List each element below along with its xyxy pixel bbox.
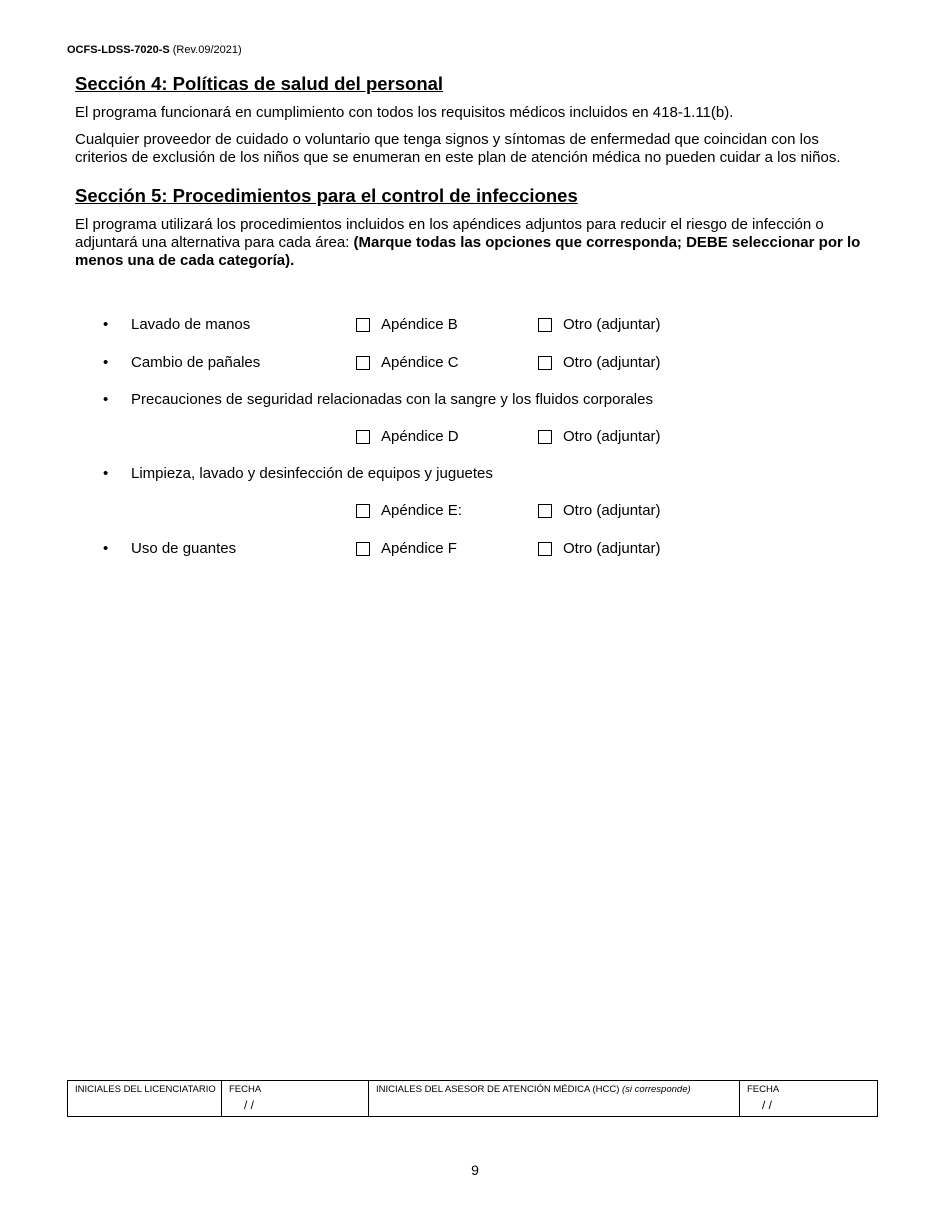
date2-cell[interactable] [740,1081,877,1116]
item-label-gloves: Uso de guantes [131,540,237,557]
appendix-b-checkbox[interactable] [356,318,370,332]
other-gloves-checkbox[interactable] [538,542,552,556]
section4-title: Sección 4: Políticas de salud del personal [75,73,444,94]
appendix-e-label: Apéndice E: [381,502,462,519]
appendix-d-checkbox[interactable] [356,430,370,444]
licensee-initials-label: INICIALES DEL LICENCIATARIO [75,1084,216,1095]
date2-slashes: / / [762,1098,773,1112]
option-appendix-e[interactable] [356,502,462,519]
date1-slashes: / / [244,1098,255,1112]
section5-intro-instruction: (Marque todas las opciones que corresponda; DEBE seleccionar por lo menos una de cada categoría). [75,234,861,269]
item-label-hand-washing: Lavado de manos [131,316,251,333]
bullet: • [103,354,109,371]
appendix-f-checkbox[interactable] [356,542,370,556]
item-label-blood-precautions: Precauciones de seguridad relacionadas con la sangre y los fluidos corporales [131,391,653,408]
option-other-cleaning[interactable] [538,502,661,519]
option-appendix-f[interactable] [356,540,457,557]
date2-label: FECHA [747,1084,780,1095]
item-label-cleaning: Limpieza, lavado y desinfección de equipos y juguetes [131,465,493,482]
other-blood-precautions-label: Otro (adjuntar) [563,428,661,445]
bullet: • [103,316,109,333]
other-cleaning-checkbox[interactable] [538,504,552,518]
option-appendix-c[interactable] [356,354,459,371]
option-appendix-b[interactable] [356,316,458,333]
licensee-initials-cell[interactable] [68,1081,222,1116]
date1-label: FECHA [229,1084,262,1095]
form-revision: (Rev.09/2021) [172,44,242,56]
hcc-initials-cell[interactable] [369,1081,740,1116]
date1-cell[interactable] [222,1081,369,1116]
other-diaper-changing-label: Otro (adjuntar) [563,354,661,371]
section4-paragraph-2: Cualquier proveedor de cuidado o voluntario que tenga signos y síntomas de enfermedad que coincidan con los criterios de exclusión de los niños que se enumeran en este plan de atención médica no pueden cuidar a los niños. [75,131,841,166]
bullet: • [103,391,109,408]
option-other-hand-washing[interactable] [538,316,661,333]
bullet: • [103,540,109,557]
hcc-initials-label: INICIALES DEL ASESOR DE ATENCIÓN MÉDICA (HCC) [376,1084,620,1095]
appendix-b-label: Apéndice B [381,316,458,333]
item-label-diaper-changing: Cambio de pañales [131,354,261,371]
other-gloves-label: Otro (adjuntar) [563,540,661,557]
appendix-c-checkbox[interactable] [356,356,370,370]
section5-intro-text: El programa utilizará los procedimientos incluidos en los apéndices adjuntos para reducir el riesgo de infección o adjuntará una alternativa para cada área: [75,216,824,251]
other-diaper-changing-checkbox[interactable] [538,356,552,370]
appendix-e-checkbox[interactable] [356,504,370,518]
option-other-blood-precautions[interactable] [538,428,661,445]
signature-table [67,1080,878,1117]
appendix-f-label: Apéndice F [381,540,457,557]
option-other-gloves[interactable] [538,540,661,557]
bullet: • [103,465,109,482]
section5-title: Sección 5: Procedimientos para el control de infecciones [75,185,578,206]
hcc-initials-note: (si corresponde) [622,1084,691,1095]
appendix-d-label: Apéndice D [381,428,459,445]
other-hand-washing-checkbox[interactable] [538,318,552,332]
option-appendix-d[interactable] [356,428,459,445]
form-identifier [67,44,242,56]
other-hand-washing-label: Otro (adjuntar) [563,316,661,333]
section4-paragraph-1: El programa funcionará en cumplimiento con todos los requisitos médicos incluidos en 418-1.11(b). [75,104,734,121]
form-id-code: OCFS-LDSS-7020-S [67,44,170,56]
option-other-diaper-changing[interactable] [538,354,661,371]
appendix-c-label: Apéndice C [381,354,459,371]
other-cleaning-label: Otro (adjuntar) [563,502,661,519]
section5-intro [75,216,875,270]
page-number: 9 [471,1162,479,1178]
other-blood-precautions-checkbox[interactable] [538,430,552,444]
